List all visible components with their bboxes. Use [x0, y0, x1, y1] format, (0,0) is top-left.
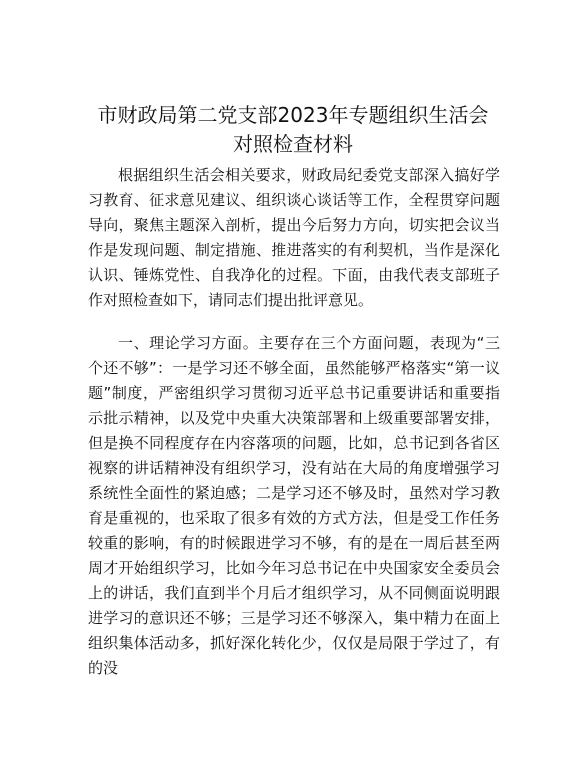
paragraph-theory-study: 一、理论学习方面。主要存在三个方面问题，表现为“三个还不够”：一是学习还不够全面，虽然能够严格落实“第一议题”制度，严密组织学习贯彻习近平总书记重要讲话和重要指示批示精神，以及党中央重大决策部署和上级重要部署安排，但是换不同程度存在内容落项的问题，比如，总书记到各省区视察的讲话精神没有组织学习，没有站在大局的角度增强学习系统性全面性的紧迫感；二是学习还不够及时，虽然对学习教育是重视的，也采取了很多有效的方式方法，但是受工作任务较重的影响，有的时候跟进学习不够，有的是在一周后甚至两周才开始组织学习，比如今年习总书记在中央国家安全委员会上的讲话，我们直到半个月后才组织学习，从不同侧面说明跟进学习的意识还不够；三是学习还不够深入，集中精力在面上组织集体活动多，抓好深化转化少，仅仅是局限于学过了，有的没 [88, 334, 500, 677]
document-title: 市财政局第二党支部2023年专题组织生活会对照检查材料 [97, 103, 489, 156]
paragraph-intro: 根据组织生活会相关要求，财政局纪委党支部深入搞好学习教育、征求意见建议、组织谈心谈话等工作，全程贯穿问题导向，聚焦主题深入剖析，提出今后努力方向，切实把会议当作是发现问题、制定措施、推进落实的有利契机，当作是深化认识、锤炼党性、自我净化的过程。下面，由我代表支部班子作对照检查如下，请同志们提出批评意见。 [88, 166, 500, 309]
